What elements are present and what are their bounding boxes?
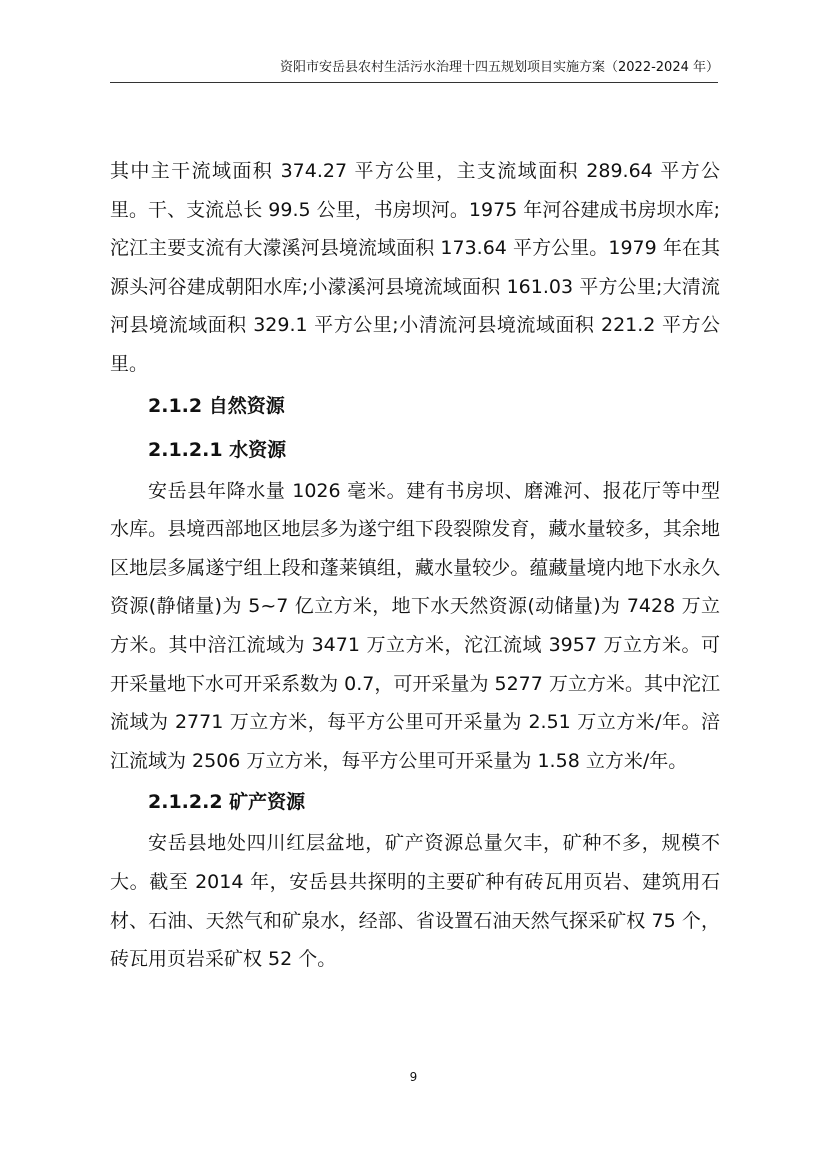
paragraph-water-resources: 安岳县年降水量 1026 毫米。建有书房坝、磨滩河、报花厅等中型水库。县境西部地区地层多为遂宁组下段裂隙发育，藏水量较多，其余地区地层多属遂宁组上段和蓬莱镇组，藏水量较少。蕴藏量境内地下水永久资源(静储量)为 5~7 亿立方米，地下水天然资源(动储量)为 7428 万立方米。其中涪江流域为 3471 万立方米，沱江流域 3957 万立方米。可开采量地下水可开采系数为 0.7，可开采量为 5277 万立方米。其中沱江流域为 2771 万立方米，每平方公里可开采量为 2.51 万立方米/年。涪江流域为 2506 万立方米，每平方公里可开采量为 1.58 立方米/年。 bbox=[110, 479, 720, 772]
document-body bbox=[110, 152, 720, 979]
paragraph-mineral-resources: 安岳县地处四川红层盆地，矿产资源总量欠丰，矿种不多，规模不大。截至 2014 年，安岳县共探明的主要矿种有砖瓦用页岩、建筑用石材、石油、天然气和矿泉水，经部、省设置石油天然气探采矿权 75 个，砖瓦用页岩采矿权 52 个。 bbox=[110, 832, 720, 971]
section-heading-natural-resources: 2.1.2 自然资源 bbox=[148, 394, 285, 417]
section-heading-mineral-resources: 2.1.2.2 矿产资源 bbox=[148, 791, 306, 814]
page-header: 资阳市安岳县农村生活污水治理十四五规划项目实施方案（2022-2024 年） bbox=[280, 60, 719, 75]
paragraph-river-basins: 其中主干流域面积 374.27 平方公里，主支流域面积 289.64 平方公里。干、支流总长 99.5 公里，书房坝河。1975 年河谷建成书房坝水库;沱江主要支流有大濛溪河县境流域面积 173.64 平方公里。1979 年在其源头河谷建成朝阳水库;小濛溪河县境流域面积 161.03 平方公里;大清流河县境流域面积 329.1 平方公里;小清流河县境流域面积 221.2 平方公里。 bbox=[110, 160, 720, 375]
header-divider bbox=[110, 82, 718, 83]
page-number: 9 bbox=[409, 1070, 418, 1084]
section-heading-water-resources: 2.1.2.1 水资源 bbox=[148, 438, 287, 461]
